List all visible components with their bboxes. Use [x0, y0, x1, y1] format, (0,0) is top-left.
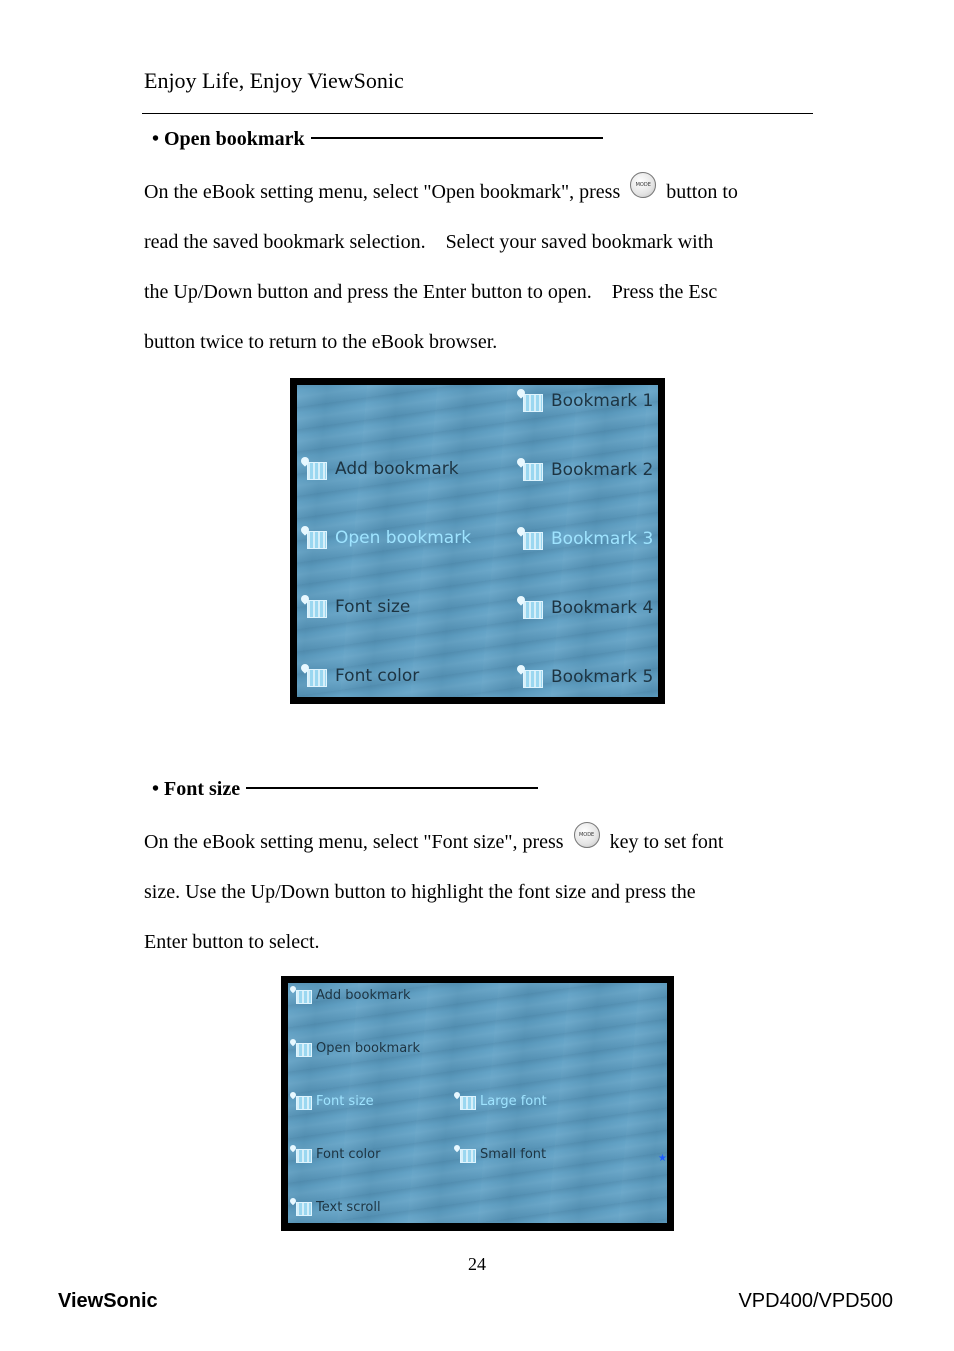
paragraph-font-size [144, 817, 824, 967]
menu-item [301, 664, 419, 687]
menu-item [517, 665, 653, 688]
menu-item-label: Bookmark 3 [551, 528, 654, 549]
text-segment: On the eBook setting menu, select "Font size", press [144, 831, 564, 853]
menu-item [290, 1145, 380, 1163]
section-title-text: • Font size [152, 778, 241, 800]
section-heading-open-bookmark [152, 128, 603, 151]
menu-item [290, 1039, 420, 1057]
menu-item-label: Font size [335, 596, 411, 617]
star-icon: ★ [658, 1153, 667, 1164]
screen-display [288, 983, 667, 1223]
folder-wrench-icon [301, 457, 327, 480]
header-divider [142, 113, 813, 114]
folder-wrench-icon [290, 986, 310, 1004]
folder-wrench-icon [301, 664, 327, 687]
menu-item [517, 596, 653, 619]
mode-button-icon: MODE [630, 172, 656, 198]
folder-wrench-icon [517, 527, 543, 550]
folder-wrench-icon [454, 1145, 474, 1163]
paragraph-line: the Up/Down button and press the Enter button to open. Press the Esc [144, 281, 718, 303]
menu-item [290, 1092, 374, 1110]
folder-wrench-icon [290, 1198, 310, 1216]
menu-item [301, 595, 410, 618]
folder-wrench-icon [301, 526, 327, 549]
menu-item-label: Open bookmark [316, 1040, 421, 1056]
paragraph-line: button twice to return to the eBook browser. [144, 331, 498, 353]
menu-item-label: Bookmark 5 [551, 666, 654, 687]
folder-wrench-icon [290, 1145, 310, 1163]
menu-item [454, 1092, 547, 1110]
menu-item [301, 457, 459, 480]
text-segment: button to [666, 181, 738, 203]
folder-wrench-icon [517, 458, 543, 481]
screenshot-open-bookmark [290, 378, 665, 704]
menu-item-label: Add bookmark [316, 987, 411, 1003]
menu-item-label: Bookmark 2 [551, 459, 654, 480]
folder-wrench-icon [290, 1039, 310, 1057]
paragraph-line: size. Use the Up/Down button to highlight the font size and press the [144, 881, 696, 903]
menu-item-label: Small font [480, 1146, 547, 1162]
folder-wrench-icon [517, 596, 543, 619]
menu-item [517, 527, 653, 550]
menu-item [290, 986, 411, 1004]
footer-model: VPD400/VPD500 [738, 1290, 893, 1312]
folder-wrench-icon [517, 665, 543, 688]
paragraph-line: read the saved bookmark selection. Select your saved bookmark with [144, 231, 714, 253]
paragraph-line: Enter button to select. [144, 931, 320, 953]
header-title: Enjoy Life, Enjoy ViewSonic [144, 68, 404, 93]
paragraph-open-bookmark [144, 167, 824, 367]
screen-display [297, 385, 658, 697]
section-title-text: • Open bookmark [152, 128, 305, 150]
menu-item [517, 389, 653, 412]
paragraph-line [144, 817, 824, 867]
section-heading-font-size [152, 778, 538, 801]
folder-wrench-icon [301, 595, 327, 618]
folder-wrench-icon [290, 1092, 310, 1110]
folder-wrench-icon [454, 1092, 474, 1110]
text-segment: On the eBook setting menu, select "Open bookmark", press [144, 181, 621, 203]
menu-item-label: Font color [316, 1146, 381, 1162]
heading-rule [246, 787, 538, 789]
footer-brand: ViewSonic [58, 1290, 158, 1312]
menu-item-label: Add bookmark [335, 458, 459, 479]
paragraph-line [144, 167, 824, 217]
menu-item [454, 1145, 546, 1163]
menu-item-label: Open bookmark [335, 527, 472, 548]
menu-item-label: Bookmark 4 [551, 597, 654, 618]
menu-item-label: Text scroll [316, 1199, 381, 1215]
heading-rule [311, 137, 603, 139]
menu-item-label: Bookmark 1 [551, 390, 654, 411]
mode-button-icon: MODE [574, 822, 600, 848]
menu-item [517, 458, 653, 481]
folder-wrench-icon [517, 389, 543, 412]
screenshot-font-size [281, 976, 674, 1231]
menu-item-label: Font color [335, 665, 420, 686]
page-number: 24 [468, 1254, 486, 1274]
text-segment: key to set font [609, 831, 724, 853]
menu-item [290, 1198, 381, 1216]
menu-item-label: Large font [480, 1093, 547, 1109]
menu-item-label: Font size [316, 1093, 374, 1109]
menu-item [301, 526, 471, 549]
